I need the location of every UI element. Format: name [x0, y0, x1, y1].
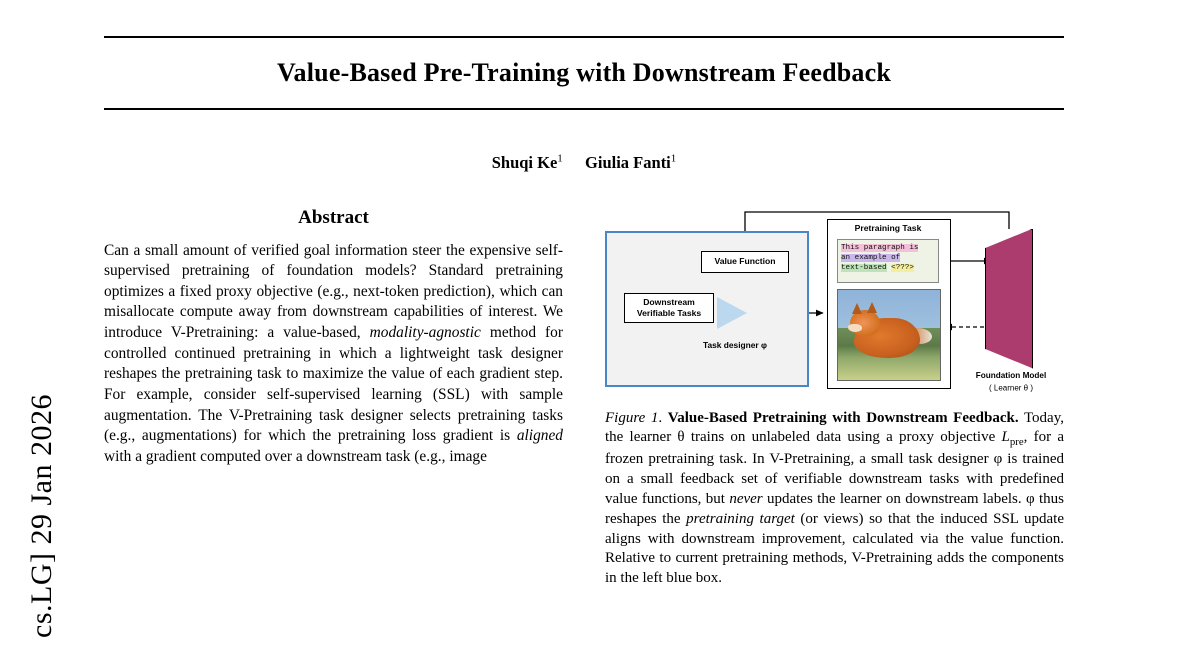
figure-caption-italic-target: pretraining target — [686, 510, 795, 527]
task-designer-shape — [717, 297, 747, 329]
text-sample-block — [837, 239, 939, 283]
figure-caption-title: Value-Based Pretraining with Downstream Feedback. — [667, 409, 1019, 426]
abstract-part-3: with a gradient computed over a downstream task (e.g., image — [104, 447, 487, 465]
fox-ear-left — [852, 303, 862, 314]
figure-caption-body-2: , for a frozen pretraining task. In V-Pretraining, a small task designer φ is trained on a small feedback set of verifiable downstream tasks with predefined value functions, but — [605, 429, 1064, 507]
author-list — [104, 152, 1064, 173]
abstract-heading: Abstract — [298, 206, 369, 228]
fox-image — [837, 289, 941, 381]
downstream-tasks-label: Downstream Verifiable Tasks — [636, 297, 702, 318]
text-sample-line-3: text-based — [841, 264, 887, 272]
paper-page — [104, 0, 1064, 648]
arxiv-stamp — [14, 0, 70, 648]
figure-1 — [605, 209, 1064, 590]
abstract-italic-2: aligned — [516, 427, 563, 445]
author-1: Shuqi Ke$^1$ — [491, 152, 563, 172]
foundation-model-label-line1: Foundation Model — [975, 370, 1047, 380]
pretraining-task-title: Pretraining Task — [854, 222, 922, 233]
figure-1-caption: Figure 1. Value-Based Pretraining with Downstream Feedback. Today, the learner θ trains on unlabeled data using a proxy objective $L_{pre}$, for a frozen pretraining task. In V-Pretraining, a small task designer φ is trained on a small feedback set of verifiable downstream tasks with predefined value functions, but never updates the learner on downstream labels. φ thus reshapes the pretraining target (or views) so that the induced SSL update aligns with downstream improvement, calculated via the value function. Relative to current pretraining methods, V-Pretraining adds the components in the left blue box. — [605, 409, 1064, 587]
foundation-model-label-line2: ( Learner θ ) — [988, 383, 1034, 393]
author-1-affiliation: 1 — [557, 152, 563, 164]
abstract-text — [104, 241, 563, 468]
title-rule-bottom — [104, 108, 1064, 110]
figure-1-diagram — [605, 209, 1064, 395]
author-2: Giulia Fanti$^1$ — [585, 152, 677, 172]
fox-ear-right — [867, 302, 877, 313]
abstract-part-2: method for controlled continued pretraining in which a lightweight task designer reshapes the pretraining task to maximize the value of each gradient step. For example, consider self-supervised learning (SSL) with sample augmentation. The V-Pretraining task designer selects pretraining tasks (e.g., augmentations) for which the pretraining loss gradient is — [104, 324, 563, 445]
left-column — [104, 207, 563, 590]
figure-caption-body-4: (or views) so that the induced SSL update aligns with downstream improvement, calculated via the value function. Relative to current pretraining methods, V-Pretraining adds the components in the left blue box. — [605, 510, 1064, 587]
text-sample-line-2: an example of — [841, 253, 901, 262]
foundation-model-shape — [985, 229, 1033, 369]
author-2-affiliation: 1 — [670, 152, 677, 164]
figure-caption-math-l: L — [1001, 429, 1010, 446]
page-title: Value-Based Pre-Training with Downstream Feedback — [276, 58, 892, 87]
right-column — [605, 207, 1064, 590]
task-designer-label: Task designer φ — [702, 339, 768, 350]
figure-caption-body-3: updates the learner on downstream labels. φ thus reshapes the — [605, 490, 1064, 527]
text-sample-line-1: This paragraph is — [841, 243, 919, 252]
title-rule-top — [104, 36, 1064, 38]
figure-caption-italic-never: never — [729, 490, 763, 507]
fox-snout — [848, 324, 862, 332]
two-column-body — [104, 207, 1064, 590]
figure-caption-body-1: Today, the learner θ trains on unlabeled data using a proxy objective — [605, 409, 1064, 446]
arxiv-stamp-text: cs.LG] 29 Jan 2026 — [25, 394, 58, 638]
abstract-part-1: Can a small amount of verified goal information steer the expensive self-supervised pretraining of foundation models? Standard pretraining optimizes a fixed proxy objective (e.g., next-token prediction), which can misallocate compute away from downstream capabilities of interest. We introduce V-Pretraining: a value-based, — [104, 241, 563, 342]
value-function-node: Value Function — [701, 251, 789, 273]
downstream-tasks-node — [624, 293, 714, 323]
text-sample-line-4: <???> — [891, 264, 914, 272]
figure-number: Figure 1 — [605, 409, 659, 426]
foundation-model-label — [961, 371, 1061, 395]
abstract-italic-1: modality-agnostic — [369, 324, 481, 342]
figure-caption-math-sub: pre — [1009, 436, 1024, 449]
